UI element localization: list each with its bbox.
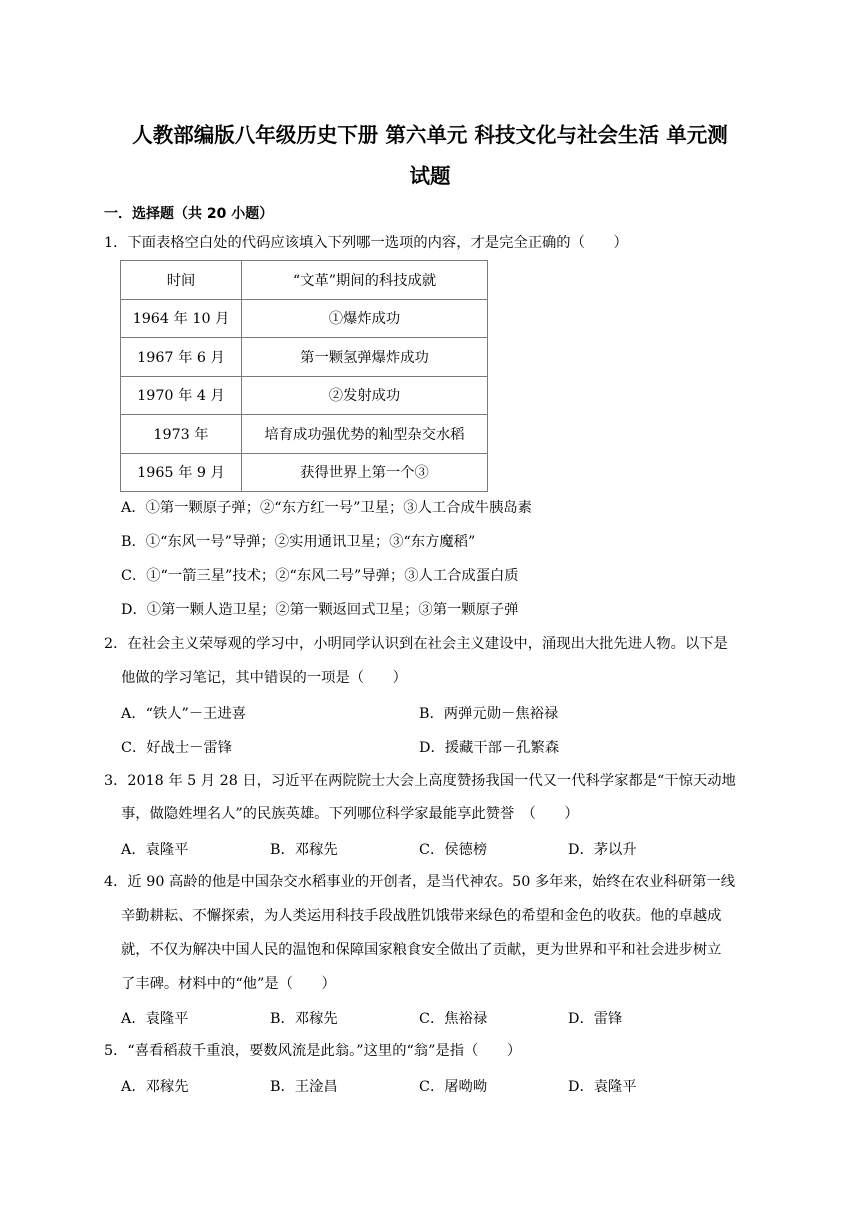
question-4-stem-line2: 辛勤耕耘、不懈探索，为人类运用科技手段战胜饥饿带来绿色的希望和金色的收获。他的卓越成: [121, 908, 722, 924]
question-4-option-a[interactable]: A．袁隆平: [121, 1011, 189, 1027]
table-cell-achievement: ①爆炸成功: [242, 299, 488, 338]
table-cell-achievement: 培育成功强优势的籼型杂交水稻: [242, 415, 488, 454]
question-3-option-d[interactable]: D．茅以升: [568, 842, 637, 858]
document-title-line2: 试题: [409, 164, 451, 188]
question-3-option-c[interactable]: C．侯德榜: [419, 842, 488, 858]
section-heading: 一．选择题（共 20 小题）: [104, 206, 274, 222]
question-2-option-d[interactable]: D．援藏干部－孔繁森: [419, 740, 560, 756]
table-header-row: [121, 261, 488, 300]
question-1-stem: 1．下面表格空白处的代码应该填入下列哪一选项的内容，才是完全正确的（ ）: [104, 235, 628, 251]
table-cell-time: 1970 年 4 月: [121, 376, 242, 415]
question-5-option-b[interactable]: B．王淦昌: [270, 1079, 338, 1095]
question-1-table: [120, 260, 488, 492]
question-2-option-a[interactable]: A．“铁人”－王进喜: [121, 706, 247, 722]
table-cell-time: 1973 年: [121, 415, 242, 454]
question-5-option-c[interactable]: C．屠呦呦: [419, 1079, 488, 1095]
question-3-stem-line2: 事，做隐姓埋名人”的民族英雄。下列哪位科学家最能享此赞誉 （ ）: [121, 806, 579, 822]
question-5-stem: 5．“喜看稻菽千重浪，要数风流是此翁。”这里的“翁”是指（ ）: [104, 1043, 522, 1059]
question-4-option-c[interactable]: C．焦裕禄: [419, 1011, 488, 1027]
question-4-stem-line1: 4．近 90 高龄的他是中国杂交水稻事业的开创者，是当代神农。50 多年来，始终在农业科研第一线: [104, 874, 735, 890]
table-cell-time: 1967 年 6 月: [121, 338, 242, 377]
table-row: [121, 415, 488, 454]
table-cell-time: 1964 年 10 月: [121, 299, 242, 338]
table-cell-time: 1965 年 9 月: [121, 453, 242, 492]
table-header-cell: 时间: [121, 261, 242, 300]
document-title-line1: 人教部编版八年级历史下册 第六单元 科技文化与社会生活 单元测: [132, 123, 728, 147]
question-1-option-d[interactable]: D．①第一颗人造卫星；②第一颗返回式卫星；③第一颗原子弹: [121, 602, 519, 618]
question-2-option-b[interactable]: B．两弹元勋－焦裕禄: [419, 706, 559, 722]
table-row: [121, 453, 488, 492]
question-4-option-d[interactable]: D．雷锋: [568, 1011, 623, 1027]
question-1-option-c[interactable]: C．①“一箭三星”技术；②“东风二号”导弹；③人工合成蛋白质: [121, 568, 519, 584]
table-cell-achievement: ②发射成功: [242, 376, 488, 415]
question-4-stem-line3: 就，不仅为解决中国人民的温饱和保障国家粮食安全做出了贡献，更为世界和平和社会进步树立: [121, 942, 722, 958]
table-cell-achievement: 获得世界上第一个③: [242, 453, 488, 492]
question-4-stem-line4: 了丰碑。材料中的“他”是（ ）: [121, 976, 336, 992]
table-cell-achievement: 第一颗氢弹爆炸成功: [242, 338, 488, 377]
question-3-option-b[interactable]: B．邓稼先: [270, 842, 338, 858]
question-1-option-b[interactable]: B．①“东风一号”导弹；②实用通讯卫星；③“东方魔稻”: [121, 534, 476, 550]
table-row: [121, 338, 488, 377]
question-5-option-d[interactable]: D．袁隆平: [568, 1079, 637, 1095]
question-2-option-c[interactable]: C．好战士－雷锋: [121, 740, 233, 756]
question-4-option-b[interactable]: B．邓稼先: [270, 1011, 338, 1027]
table-row: [121, 376, 488, 415]
question-3-stem-line1: 3．2018 年 5 月 28 日，习近平在两院院士大会上高度赞扬我国一代又一代科学家都是“干惊天动地: [104, 773, 736, 789]
table-row: [121, 299, 488, 338]
question-3-option-a[interactable]: A．袁隆平: [121, 842, 189, 858]
question-2-stem-line2: 他做的学习笔记，其中错误的一项是（ ）: [121, 670, 407, 686]
table-header-cell: “文革”期间的科技成就: [242, 261, 488, 300]
question-1-option-a[interactable]: A．①第一颗原子弹；②“东方红一号”卫星；③人工合成牛胰岛素: [121, 500, 532, 516]
question-5-option-a[interactable]: A．邓稼先: [121, 1079, 189, 1095]
question-2-stem-line1: 2．在社会主义荣辱观的学习中，小明同学认识到在社会主义建设中，涌现出大批先进人物。以下是: [104, 636, 728, 652]
